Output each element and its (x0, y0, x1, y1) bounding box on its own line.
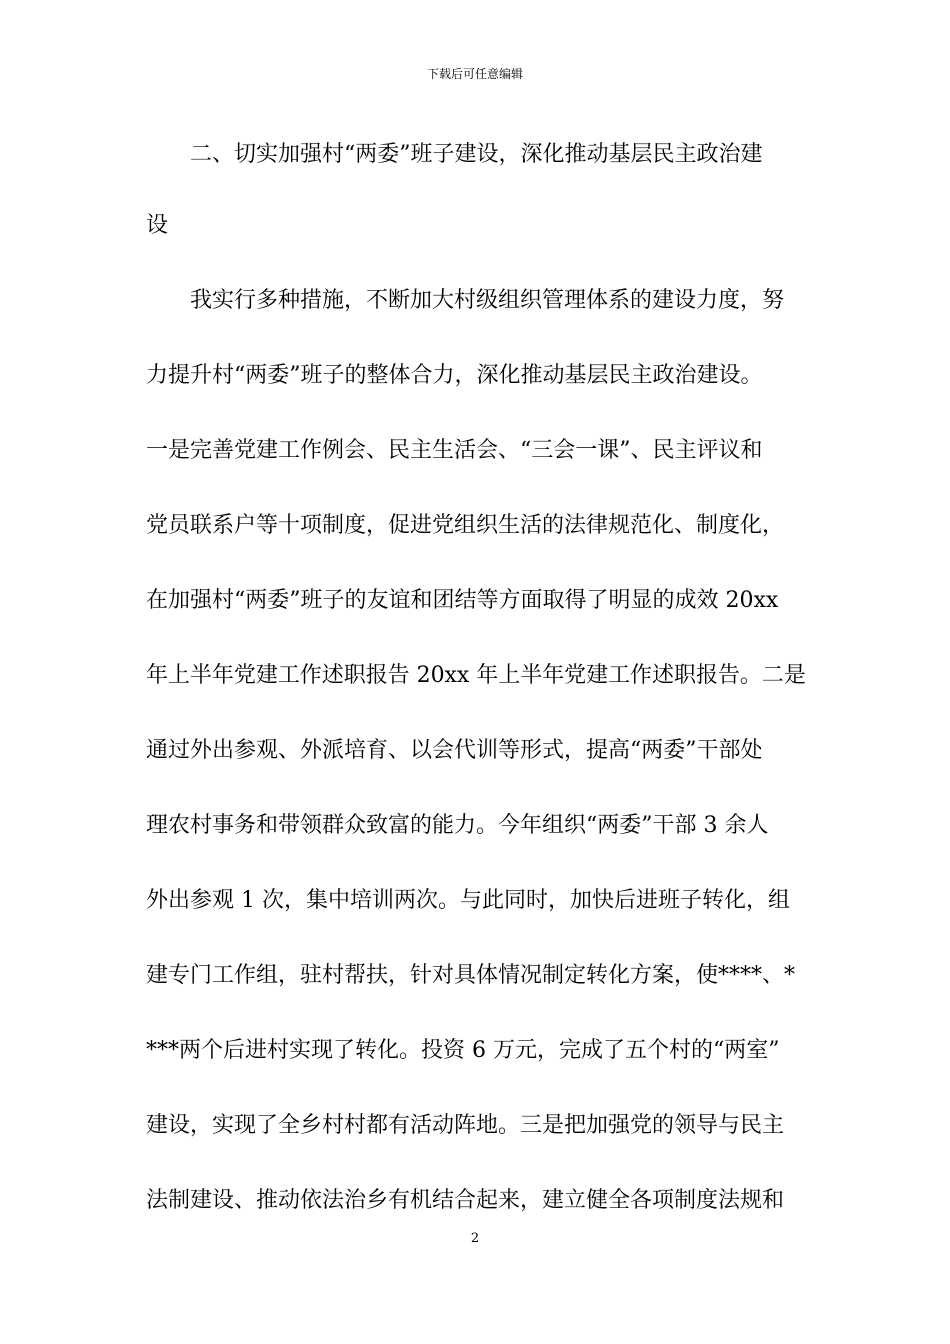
text-line: 一是完善党建工作例会、民主生活会、“三会一课”、民主评议和 (146, 438, 763, 463)
text-line: ***两个后进村实现了转化。投资 6 万元，完成了五个村的“两室” (146, 1038, 780, 1063)
text-line: 年上半年党建工作述职报告 20xx 年上半年党建工作述职报告。二是 (146, 663, 806, 688)
text-line: 建专门工作组，驻村帮扶，针对具体情况制定转化方案，使****、* (146, 963, 796, 988)
text-line: 二、切实加强村“两委”班子建设，深化推动基层民主政治建 (146, 142, 763, 167)
text-line: 理农村事务和带领群众致富的能力。今年组织“两委”干部 3 余人 (146, 813, 769, 838)
text-line: 在加强村“两委”班子的友谊和团结等方面取得了明显的成效 20xx (146, 588, 779, 613)
text-line: 我实行多种措施，不断加大村级组织管理体系的建设力度，努 (146, 288, 785, 313)
text-line: 法制建设、推动依法治乡有机结合起来，建立健全各项制度法规和 (146, 1188, 785, 1213)
text-line: 外出参观 1 次，集中培训两次。与此同时，加快后进班子转化，组 (146, 888, 790, 913)
text-line: 设 (146, 213, 169, 238)
text-line: 党员联系户等十项制度，促进党组织生活的法律规范化、制度化， (146, 513, 785, 538)
text-line: 力提升村“两委”班子的整体合力，深化推动基层民主政治建设。 (146, 363, 763, 388)
text-line: 建设，实现了全乡村村都有活动阵地。三是把加强党的领导与民主 (146, 1113, 785, 1138)
text-line: 通过外出参观、外派培育、以会代训等形式，提高“两委”干部处 (146, 738, 763, 763)
page-header: 下载后可任意编辑 (426, 67, 523, 81)
page-number: 2 (470, 1231, 480, 1246)
